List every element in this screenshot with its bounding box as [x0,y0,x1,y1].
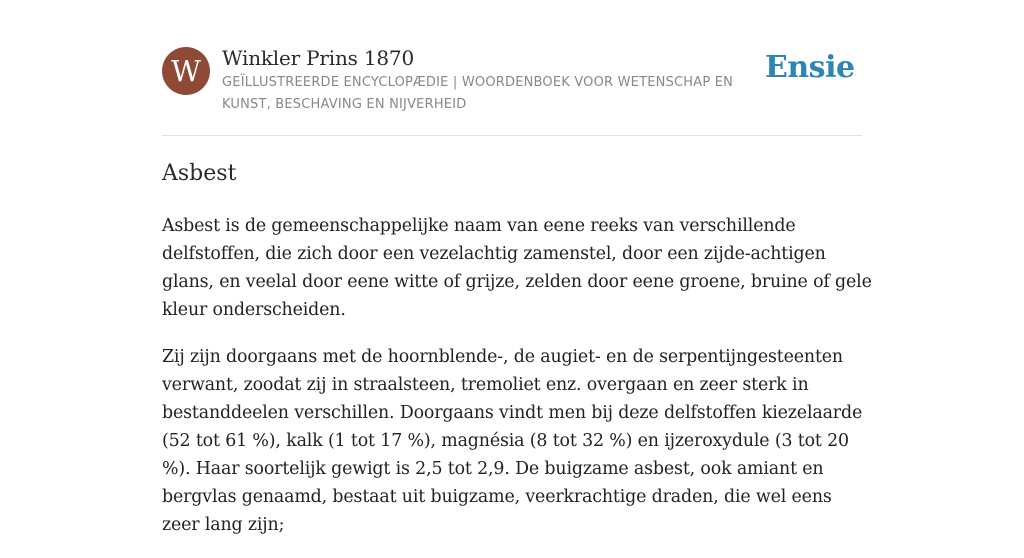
source-avatar[interactable]: W [162,47,210,95]
source-title-link[interactable]: Winkler Prins 1870 [222,46,414,70]
source-header [162,45,862,117]
article-title: Asbest [162,161,237,186]
header-divider [162,135,862,136]
source-subtitle: GEÏLLUSTREERDE ENCYCLOPÆDIE | WOORDENBOEK VOOR WETENSCHAP EN KUNST, BESCHAVING EN NIJVERHEID [222,75,734,112]
article-paragraph: Zij zijn doorgaans met de hoornblende-, de augiet- en de serpentijngesteenten verwant, zoodat zij in straalsteen, tremoliet enz. overgaan en zeer sterk in bestanddeelen verschillen. Doorgaans vindt men bij deze delfstoffen kiezelaarde (52 tot 61 %), kalk (1 tot 17 %), magnésia (8 tot 32 %) en ijzeroxydule (3 tot 20 %). Haar soortelijk gewigt is 2,5 tot 2,9. De buigzame asbest, ook amiant en bergvlas genaamd, bestaat uit buigzame, veerkrachtige draden, die wel eens zeer lang zijn; [162,347,863,535]
ensie-logo-link[interactable]: Ensie [765,50,855,85]
article-paragraph: Asbest is de gemeenschappelijke naam van eene reeks van verschillende delfstoffen, die zich door een vezelachtig zamenstel, door een zijde-achtigen glans, en veelal door eene witte of grijze, zelden door eene groene, bruine of gele kleur onderscheiden. [162,216,872,320]
article-body [162,212,874,558]
